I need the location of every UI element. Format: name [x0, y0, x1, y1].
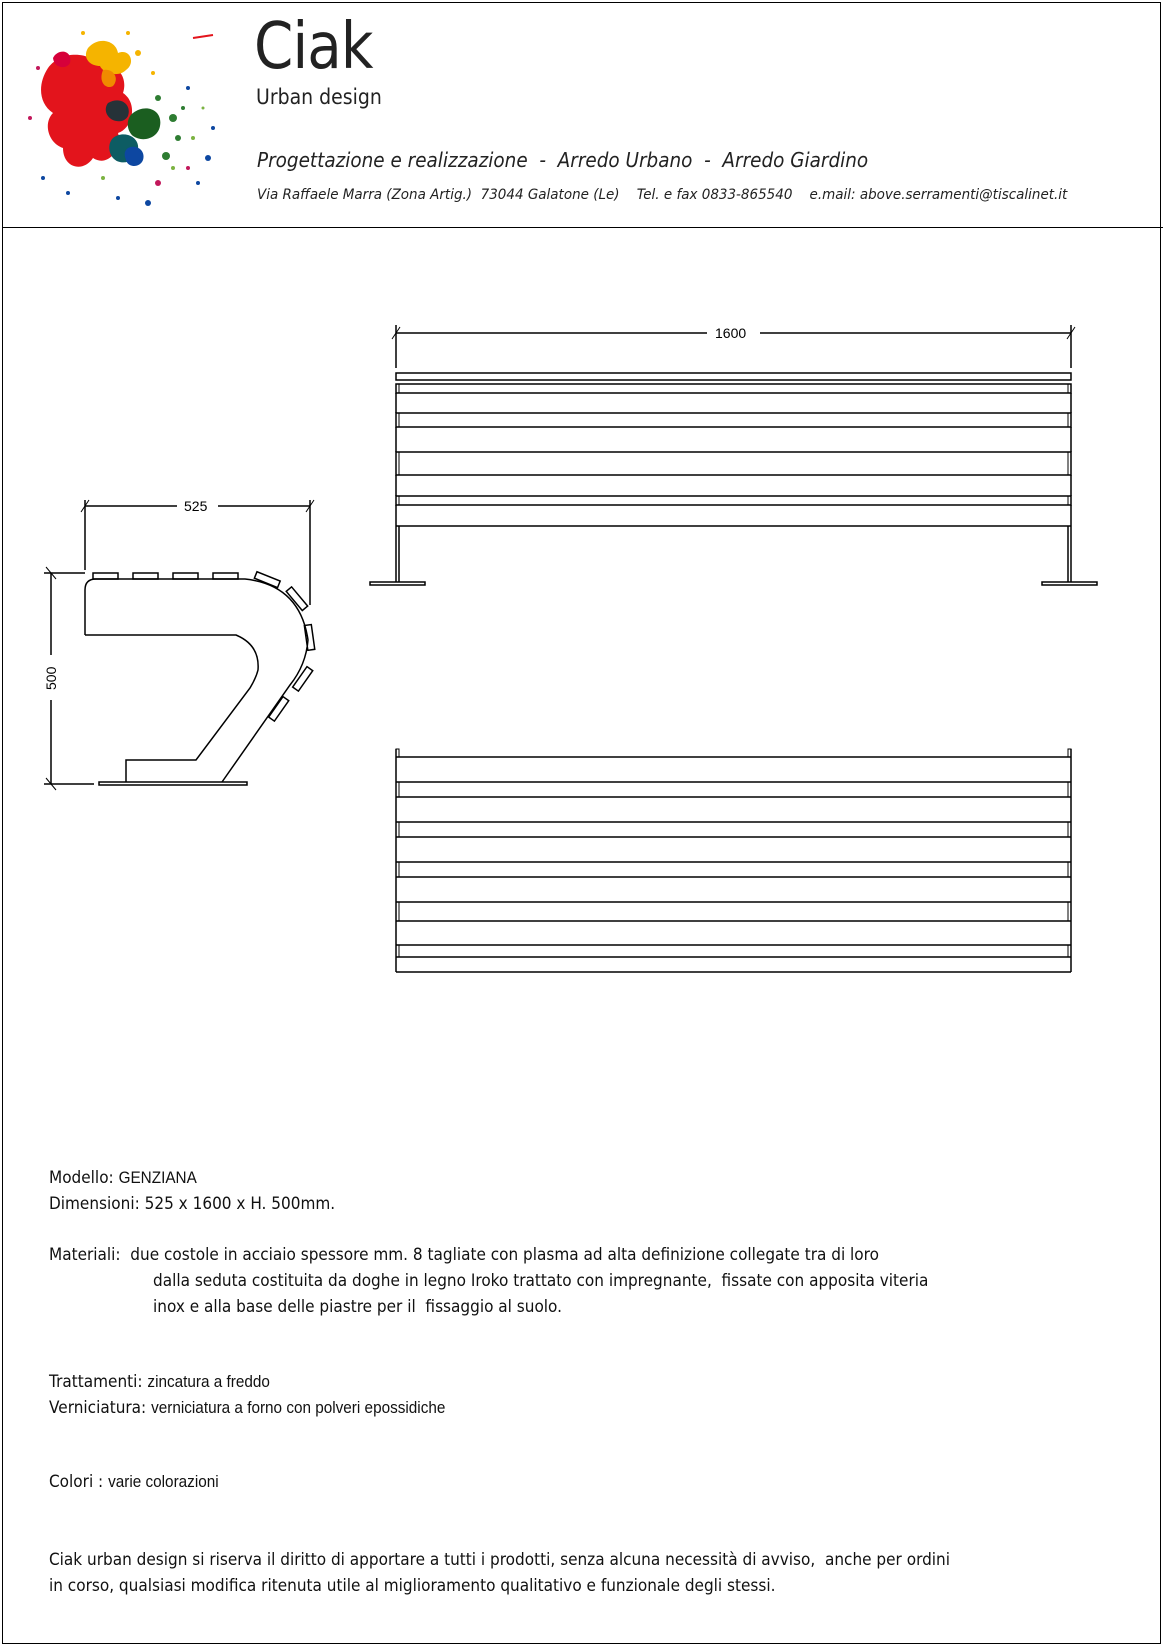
front-plank-4: [396, 496, 1071, 505]
materials-label: Materiali:: [49, 1245, 121, 1265]
spec-dimensions: [49, 1192, 335, 1216]
painting-value: verniciatura a forno con polveri epossidiche: [151, 1398, 446, 1417]
contact-address: Via Raffaele Marra (Zona Artig.) 73044 Galatone (Le) Tel. e fax 0833-865540 e.mail: above.serramenti@tiscalinet.it: [257, 187, 1068, 203]
top-plan-view: [396, 749, 1071, 972]
spec-model: [49, 1166, 197, 1190]
side-width-label: 525: [184, 498, 208, 514]
materials-line-2: dalla seduta costituita da doghe in legno Iroko trattato con impregnante, fissate con apposita viteria: [153, 1271, 929, 1291]
front-plank-1: [396, 384, 1071, 393]
side-elevation-view: [44, 500, 315, 790]
front-leg-right: [1042, 526, 1097, 585]
brand-name: Ciak: [254, 10, 373, 84]
painting-label: Verniciatura:: [49, 1398, 147, 1418]
model-label: Modello:: [49, 1168, 114, 1188]
materials-line-3: inox e alla base delle piastre per il fissaggio al suolo.: [153, 1297, 563, 1317]
side-rib-profile: [85, 579, 308, 782]
disclaimer-line-1: Ciak urban design si riserva il diritto di apportare a tutti i prodotti, senza alcuna necessità di avviso, anche per ordini: [49, 1550, 950, 1570]
disclaimer-line-2: in corso, qualsiasi modifica ritenuta utile al miglioramento qualitativo e funzionale degli stessi.: [49, 1576, 776, 1596]
dimensions-label: Dimensioni:: [49, 1194, 140, 1214]
spec-materials: [49, 1243, 879, 1267]
side-height-label: 500: [43, 666, 59, 690]
spec-painting: [49, 1396, 445, 1420]
colors-label: Colori :: [49, 1472, 104, 1492]
treatments-value: zincatura a freddo: [147, 1372, 270, 1391]
front-leg-left: [370, 526, 425, 585]
treatments-label: Trattamenti:: [49, 1372, 143, 1392]
colors-value: varie colorazioni: [108, 1472, 219, 1491]
model-value: GENZIANA: [118, 1168, 197, 1187]
brand-subtitle: Urban design: [256, 85, 382, 109]
materials-line-1: due costole in acciaio spessore mm. 8 tagliate con plasma ad alta definizione collegate tra di loro: [130, 1245, 879, 1265]
front-plank-2: [396, 413, 1071, 427]
spec-treatments: [49, 1370, 270, 1394]
side-base-plate: [99, 782, 247, 785]
spec-colors: [49, 1470, 219, 1494]
front-width-label: 1600: [715, 325, 747, 341]
front-elevation-view: [370, 325, 1097, 585]
front-top-rail: [396, 373, 1071, 380]
front-plank-3: [396, 452, 1071, 475]
tagline: Progettazione e realizzazione - Arredo Urbano - Arredo Giardino: [257, 148, 869, 172]
dimensions-value: 525 x 1600 x H. 500mm.: [144, 1194, 336, 1214]
